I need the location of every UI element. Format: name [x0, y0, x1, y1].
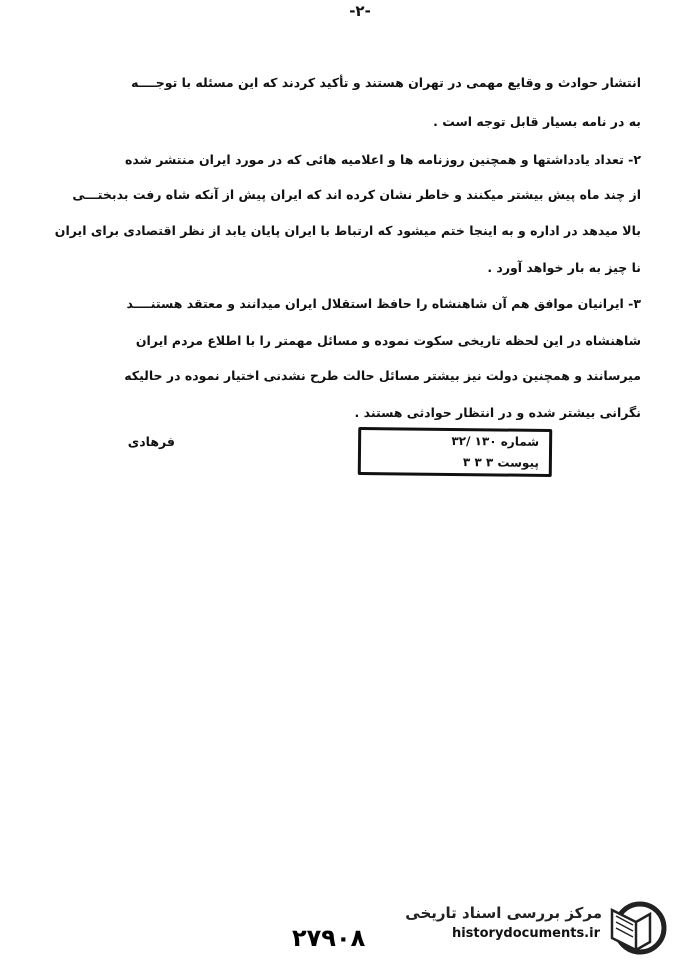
paragraph-3-line-1: ۳- ایرانیان موافق هم آن شاهنشاه را حافظ استقلال ایران میدانند و معتقد هستنــــد [126, 296, 641, 311]
registry-stamp [358, 427, 552, 477]
archive-logo-icon [606, 900, 668, 956]
stamp-attachment: پیوست ۳ ۳ ۳ [462, 455, 539, 470]
paragraph-2-line-4: نا چیز به بار خواهد آورد . [487, 260, 641, 275]
watermark [392, 898, 672, 958]
watermark-url: historydocuments.ir [451, 926, 600, 941]
page-number: -۲- [349, 2, 371, 20]
paragraph-3-line-2: شاهنشاه در این لحظه تاریخی سکوت نموده و مسائل مهمتر را با اطلاع مردم ایران [135, 333, 641, 348]
paragraph-1-line-1: انتشار حوادث و وقایع مهمی در تهران هستند و تأکید کردند که این مسئله با توجــــه [131, 75, 641, 90]
paragraph-2-line-2: از چند ماه پیش بیشتر میکنند و خاطر نشان کرده اند که ایران پیش از آنکه شاه رفت بدبختـــی [72, 187, 641, 202]
paragraph-3-line-4: نگرانی بیشتر شده و در انتظار حوادثی هستند . [354, 405, 641, 420]
stamp-number: شماره ۱۳۰ /۳۲ [451, 433, 540, 449]
watermark-title: مرکز بررسی اسناد تاریخی [405, 904, 602, 922]
archive-number: ۲۷۹۰۸ [292, 924, 366, 952]
signature: فرهادی [127, 434, 175, 449]
paragraph-2-line-3: بالا میدهد در اداره و به اینجا ختم میشود که ارتباط با ایران پایان یابد از نظر اقتصادی برای ایران [54, 223, 641, 238]
paragraph-3-line-3: میرسانند و همچنین دولت نیز بیشتر مسائل حالت طرح نشدنی اختیار نموده در حالیکه [124, 368, 641, 383]
paragraph-1-line-2: به در نامه بسیار قابل توجه است . [433, 114, 641, 129]
paragraph-2-line-1: ۲- تعداد یادداشتها و همچنین روزنامه ها و اعلامیه هائی که در مورد ایران منتشر شده [124, 152, 641, 167]
